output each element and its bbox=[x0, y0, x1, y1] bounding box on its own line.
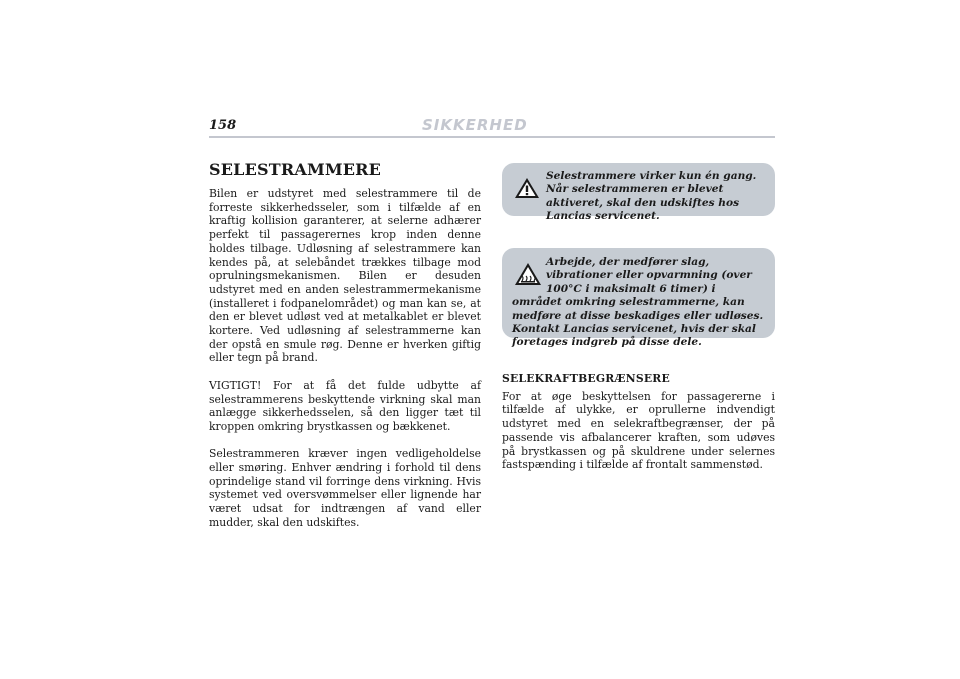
warning-box-1 bbox=[502, 163, 775, 223]
paragraph-3: Selestrammeren kræver ingen vedligeholdelse eller smøring. Enhver ændring i forhold til dens oprindelige stand vil forringe dens virkning. Hvis systemet ved oversvømmelser eller lignende har været udsat for indtrængen af vand eller mudder, skal den udskiftes. bbox=[209, 447, 481, 529]
hot-surface-warning-icon bbox=[512, 256, 546, 284]
warning-triangle-icon bbox=[514, 177, 540, 199]
left-column bbox=[209, 160, 481, 530]
right-paragraph: For at øge beskyttelsen for passagererne i tilfælde af ulykke, er oprullerne indvendigt udstyret med en selekraftbegrænser, der på passende vis afbalancerer kraften, som udøves på brystkassen og på skuldrene under selernes fastspænding i tilfælde af frontalt sammenstød. bbox=[502, 389, 775, 472]
paragraph-2: VIGTIGT! For at få det fulde udbytte af selestrammerens beskyttende virkning skal man anlægge sikkerhedsselen, så den ligger tæt til kroppen omkring brystkassen og bækkenet. bbox=[209, 378, 481, 433]
section-title: SIKKERHED bbox=[422, 116, 528, 134]
page-number: 158 bbox=[209, 118, 237, 133]
main-title: SELESTRAMMERE bbox=[209, 160, 382, 179]
header-rule bbox=[209, 136, 775, 138]
page-header bbox=[209, 118, 775, 138]
warning-text-2: Arbejde, der medfører slag, vibrationer eller opvarmning (over 100°C i maksimalt 6 timer) i området omkring selestrammerne, kan medføre at disse beskadiges eller udløses. Kontakt Lancias servicenet, hvis der skal foretages indgreb på disse dele. bbox=[512, 256, 764, 349]
warning-text-1: Selestrammere virker kun én gang. Når selestrammeren er blevet aktiveret, skal den udskiftes hos Lancias servicenet. bbox=[546, 170, 757, 223]
subheading: SELEKRAFTBEGRÆNSERE bbox=[502, 372, 670, 385]
warning-box-2 bbox=[502, 248, 775, 349]
right-column bbox=[502, 163, 775, 472]
paragraph-1: Bilen er udstyret med selestrammere til de forreste sikkerhedsseler, som i tilfælde af en kraftig kollision garanterer, at selerne adhærer perfekt til passagerernes krop inden denne holdes tilbage. Udløsning af selestrammere kan kendes på, at selebåndet trækkes tilbage mod oprulningsmekanismen. Bilen er desuden udstyret med en anden selestrammermekanisme (installeret i fodpanelområdet) og man kan se, at den er blevet udløst ved at metalkablet er blevet kortere. Ved udløsning af selestrammerne kan der opstå en smule røg. Denne er hverken giftig eller tegn på brand. bbox=[209, 187, 481, 365]
